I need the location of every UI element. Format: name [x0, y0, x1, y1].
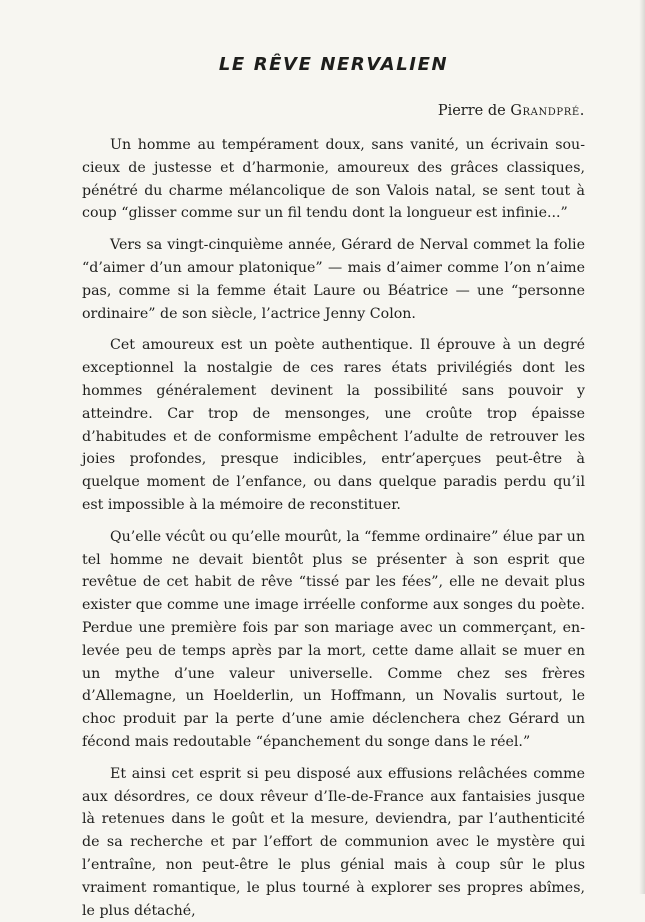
paragraph-4: Qu’elle vécût ou qu’elle mourût, la “femme ordinaire” élue par un tel homme ne devait bientôt plus se présenter à son esprit que revêtue de cet habit de rêve “tissé par les fées”, elle ne devait plus exister que comme une image irréelle conforme aux songes du poète. Perdue une première fois par son mariage avec un commerçant, enlevée peu de temps après par la mort, cette dame allait se muer en un mythe d’une valeur universelle. Comme chez ses frères d’Allemagne, un Hoelderlin, un Hoffmann, un Novalis surtout, le choc produit par la perte d’une amie déclenchera chez Gérard un fécond mais redoutable “épanchement du songe dans le réel.”	[82, 528, 585, 750]
paragraph-3: Cet amoureux est un poète authentique. Il éprouve à un degré exceptionnel la nostalgie de ces rares états privilégiés dont les hommes généralement devinent la possibilité sans pouvoir y atteindre. Car trop de mensonges, une croûte trop épaisse d’habitudes et de conformisme empêchent l’adulte de retrouver les joies profondes, presque indicibles, entr’aperçues peut-être à quelque moment de l’enfance, ou dans quelque paradis perdu qu’il est impossible à la mémoire de reconstituer.	[82, 337, 585, 513]
author-line	[82, 100, 585, 122]
page-edge-shadow	[639, 0, 645, 894]
paragraph-2: Vers sa vingt-cinquième année, Gérard de Nerval commet la folie “d’aimer d’un amour platonique” — mais d’aimer comme l’on n’aime pas, comme si la femme était Laure ou Béatrice — une “personne ordinaire” de son siècle, l’actrice Jenny Colon.	[82, 237, 585, 322]
author-last-name: Grandpré.	[510, 103, 585, 119]
author-first-name: Pierre de	[437, 103, 506, 119]
paragraph-1: Un homme au tempérament doux, sans vanité, un écrivain soucieux de justesse et d’harmonie, amoureux des grâces classiques, pénétré du charme mélancolique de son Valois natal, se sent tout à coup “glisser comme sur un fil tendu dont la longueur est infinie...”	[82, 137, 585, 222]
article-title: LE RÊVE NERVALIEN	[218, 54, 449, 75]
paragraph-5: Et ainsi cet esprit si peu disposé aux effusions relâchées comme aux désordres, ce doux rêveur d’Ile-de-France aux fantaisies jusque là retenues dans le goût et la mesure, deviendra, par l’authenticité de sa recherche et par l’effort de communion avec le mystère qui l’entraîne, non peut-être le plus génial mais à coup sûr le plus vraiment romantique, le plus tourné à explorer ses propres abîmes, le plus détaché,	[82, 765, 585, 919]
